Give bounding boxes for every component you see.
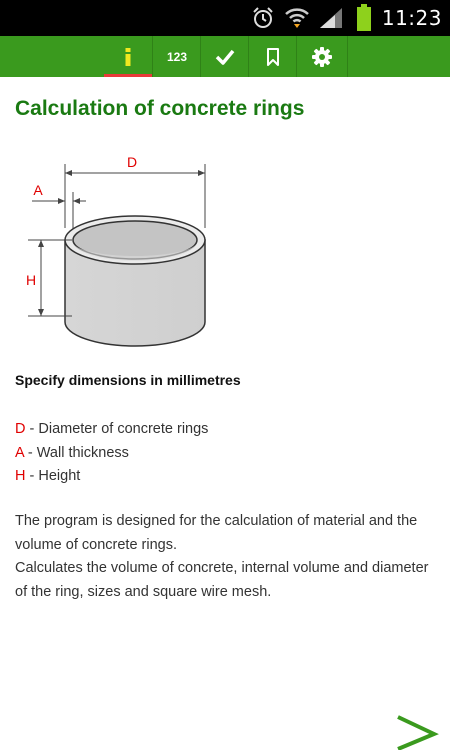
checkmark-icon — [215, 49, 235, 65]
tab-calculator[interactable] — [152, 36, 201, 77]
label-a: A — [33, 182, 43, 198]
legend-text-h: - Height — [25, 468, 81, 484]
alarm-icon — [251, 6, 275, 30]
legend-key-d: D — [15, 421, 26, 437]
status-bar — [0, 0, 450, 36]
dimension-legend — [15, 418, 208, 489]
description-paragraph-1: The program is designed for the calculation of material and the volume of concrete rings. — [15, 513, 418, 553]
wifi-icon — [284, 6, 310, 30]
description-paragraph-2: Calculates the volume of concrete, internal volume and diameter of the ring, sizes and square wire mesh. — [15, 560, 429, 600]
description — [15, 510, 440, 604]
next-arrow-icon[interactable] — [392, 714, 442, 750]
info-icon — [122, 47, 134, 67]
label-d: D — [126, 154, 138, 170]
label-h: H — [25, 272, 37, 288]
tab-info[interactable] — [104, 36, 152, 77]
legend-text-d: - Diameter of concrete rings — [25, 421, 209, 437]
legend-text-a: - Wall thickness — [23, 444, 129, 461]
instruction-text: Specify dimensions in millimetres — [15, 372, 241, 388]
tab-settings[interactable] — [296, 36, 348, 77]
signal-icon — [318, 6, 344, 30]
legend-key-a: A — [15, 444, 24, 461]
numbers-icon: 123 — [166, 49, 188, 64]
legend-item-a — [15, 442, 208, 466]
legend-item-d — [15, 418, 208, 442]
concrete-ring-diagram — [14, 150, 224, 355]
battery-icon — [356, 4, 372, 32]
tab-results[interactable] — [200, 36, 249, 77]
clock: 11:23 — [381, 6, 442, 30]
toolbar — [0, 36, 450, 77]
page-title: Calculation of concrete rings — [15, 97, 305, 120]
legend-key-h: H — [15, 468, 26, 484]
legend-item-h — [15, 465, 208, 489]
tab-bookmarks[interactable] — [248, 36, 297, 77]
bookmark-icon — [266, 48, 280, 66]
gear-icon — [312, 47, 332, 67]
